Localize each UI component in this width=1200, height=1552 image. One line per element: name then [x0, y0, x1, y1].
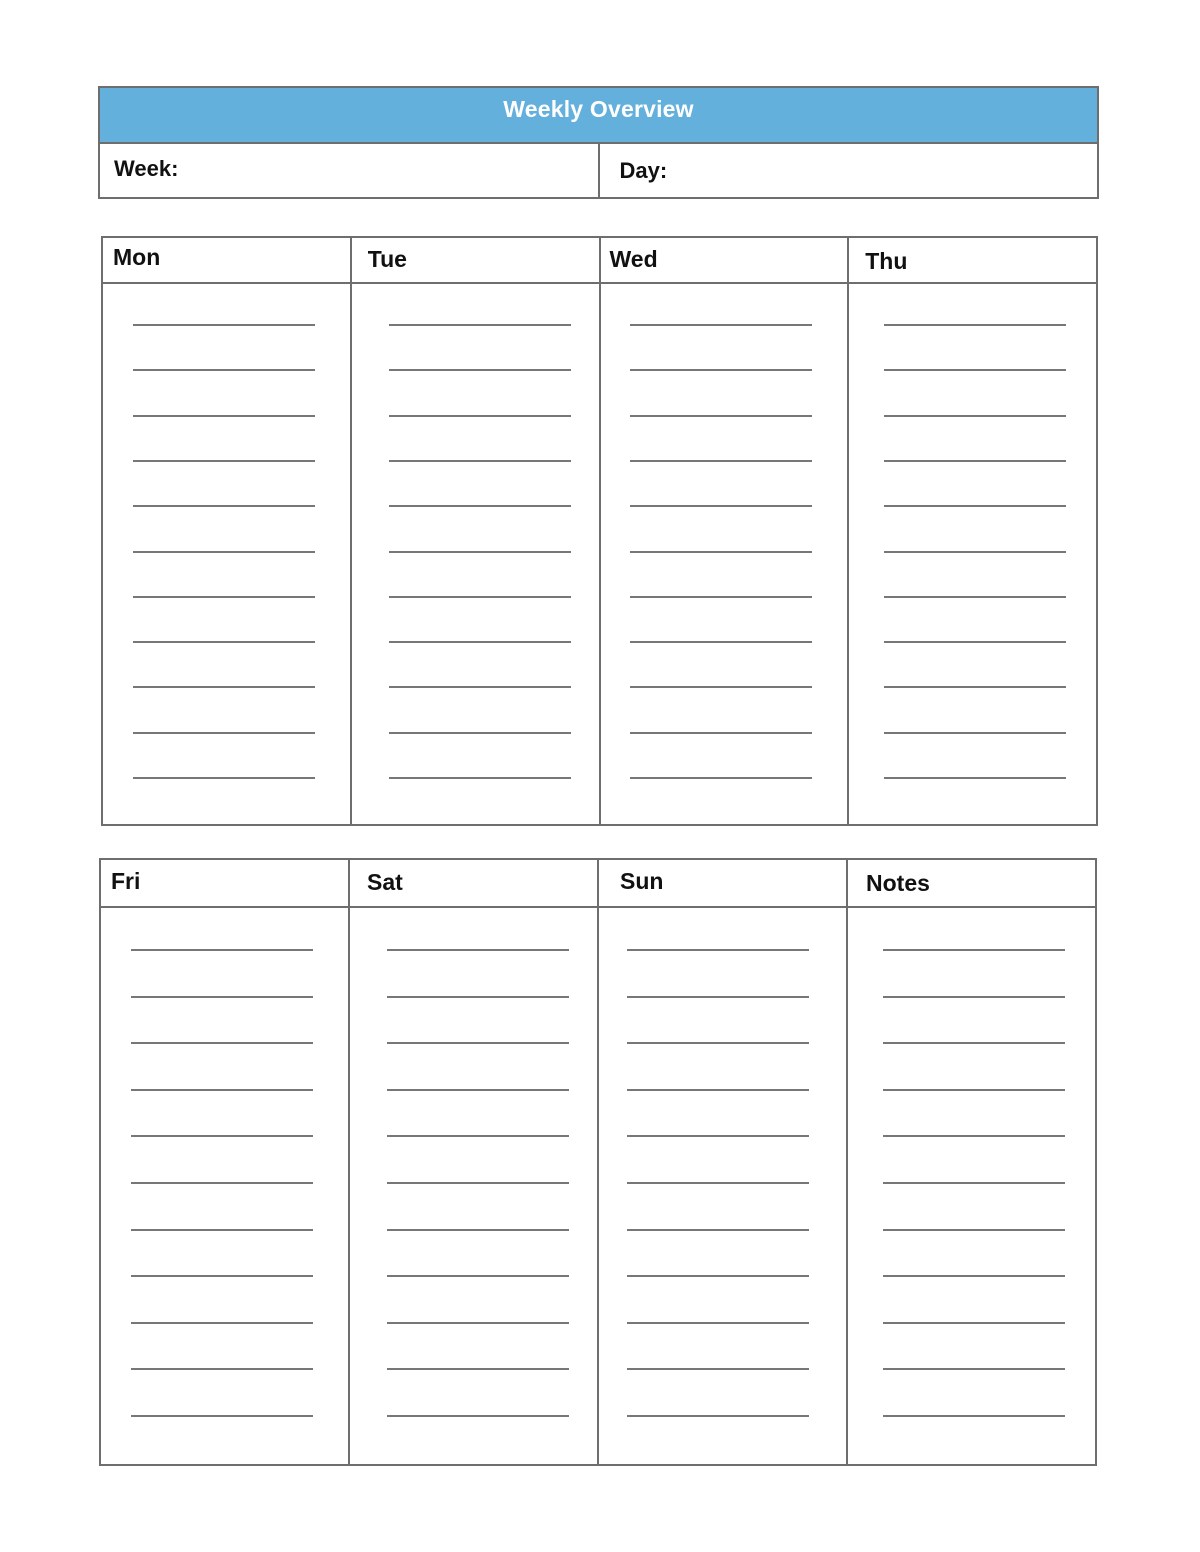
writing-line[interactable] [387, 1322, 569, 1324]
writing-line[interactable] [133, 596, 315, 598]
writing-line[interactable] [131, 1135, 313, 1137]
writing-line[interactable] [627, 1368, 809, 1370]
writing-line[interactable] [133, 641, 315, 643]
writing-line[interactable] [389, 777, 571, 779]
writing-line[interactable] [131, 1368, 313, 1370]
writing-line[interactable] [389, 732, 571, 734]
writing-line[interactable] [883, 1322, 1065, 1324]
writing-line[interactable] [131, 1182, 313, 1184]
writing-line[interactable] [884, 369, 1066, 371]
writing-line[interactable] [630, 460, 812, 462]
writing-line[interactable] [627, 1229, 809, 1231]
writing-line[interactable] [883, 1229, 1065, 1231]
writing-line[interactable] [389, 415, 571, 417]
writing-line[interactable] [627, 1275, 809, 1277]
week-field[interactable] [100, 144, 598, 197]
writing-line[interactable] [387, 1042, 569, 1044]
writing-line[interactable] [627, 949, 809, 951]
writing-line[interactable] [884, 505, 1066, 507]
writing-line[interactable] [630, 415, 812, 417]
writing-line[interactable] [884, 641, 1066, 643]
column-header [849, 238, 1096, 284]
writing-line[interactable] [389, 324, 571, 326]
writing-line[interactable] [883, 1135, 1065, 1137]
writing-line[interactable] [131, 1042, 313, 1044]
writing-line[interactable] [883, 1182, 1065, 1184]
writing-line[interactable] [131, 1275, 313, 1277]
column-sat [348, 860, 597, 1464]
writing-line[interactable] [883, 1368, 1065, 1370]
week-label: Week: [114, 156, 179, 181]
column-label: Notes [866, 870, 930, 896]
column-sun [597, 860, 846, 1464]
weekday-grid-bottom [99, 858, 1097, 1466]
writing-line[interactable] [630, 777, 812, 779]
writing-line[interactable] [630, 686, 812, 688]
column-header [101, 860, 348, 908]
column-thu [847, 238, 1096, 824]
writing-line[interactable] [630, 732, 812, 734]
writing-line[interactable] [133, 777, 315, 779]
writing-line[interactable] [884, 777, 1066, 779]
page-title: Weekly Overview [503, 95, 694, 122]
writing-line[interactable] [627, 1182, 809, 1184]
writing-line[interactable] [387, 1368, 569, 1370]
column-tue [350, 238, 599, 824]
column-label: Tue [367, 246, 407, 272]
writing-line[interactable] [133, 369, 315, 371]
day-label: Day: [619, 158, 668, 183]
writing-line[interactable] [884, 324, 1066, 326]
writing-line[interactable] [389, 551, 571, 553]
writing-line[interactable] [630, 551, 812, 553]
writing-line[interactable] [884, 460, 1066, 462]
column-header [103, 238, 350, 284]
writing-line[interactable] [387, 949, 569, 951]
writing-line[interactable] [630, 369, 812, 371]
writing-line[interactable] [883, 949, 1065, 951]
writing-line[interactable] [389, 460, 571, 462]
writing-line[interactable] [630, 505, 812, 507]
writing-line[interactable] [884, 732, 1066, 734]
day-field[interactable] [598, 144, 1098, 197]
writing-line[interactable] [387, 1089, 569, 1091]
writing-line[interactable] [131, 949, 313, 951]
week-day-row [100, 144, 1097, 197]
writing-line[interactable] [133, 732, 315, 734]
column-label: Sun [620, 868, 664, 894]
writing-line[interactable] [131, 1089, 313, 1091]
writing-line[interactable] [131, 996, 313, 998]
writing-line[interactable] [389, 505, 571, 507]
writing-line[interactable] [630, 641, 812, 643]
writing-line[interactable] [387, 1275, 569, 1277]
column-label: Sat [367, 869, 403, 895]
writing-line[interactable] [389, 686, 571, 688]
writing-line[interactable] [627, 1135, 809, 1137]
column-label: Mon [113, 244, 161, 270]
weekday-grid-top [101, 236, 1098, 826]
writing-line[interactable] [387, 1229, 569, 1231]
writing-line[interactable] [883, 1415, 1065, 1417]
writing-line[interactable] [387, 1415, 569, 1417]
writing-line[interactable] [387, 1135, 569, 1137]
writing-line[interactable] [884, 415, 1066, 417]
writing-line[interactable] [883, 996, 1065, 998]
writing-line[interactable] [627, 1415, 809, 1417]
column-header [599, 860, 846, 908]
writing-line[interactable] [133, 460, 315, 462]
writing-line[interactable] [389, 596, 571, 598]
column-header [848, 860, 1095, 908]
column-fri [101, 860, 348, 1464]
column-header [601, 238, 848, 284]
writing-line[interactable] [387, 1182, 569, 1184]
writing-line[interactable] [389, 369, 571, 371]
writing-line[interactable] [630, 324, 812, 326]
writing-line[interactable] [627, 1089, 809, 1091]
writing-line[interactable] [627, 996, 809, 998]
writing-line[interactable] [883, 1042, 1065, 1044]
weekly-overview-header [98, 86, 1099, 199]
writing-line[interactable] [133, 324, 315, 326]
title-bar [100, 88, 1097, 144]
writing-line[interactable] [133, 551, 315, 553]
writing-line[interactable] [883, 1275, 1065, 1277]
writing-line[interactable] [884, 686, 1066, 688]
writing-line[interactable] [884, 551, 1066, 553]
column-label: Fri [111, 868, 141, 894]
writing-line[interactable] [387, 996, 569, 998]
writing-line[interactable] [627, 1042, 809, 1044]
writing-line[interactable] [131, 1322, 313, 1324]
writing-line[interactable] [131, 1415, 313, 1417]
column-wed [599, 238, 848, 824]
writing-line[interactable] [131, 1229, 313, 1231]
column-label: Wed [609, 246, 658, 272]
column-mon [103, 238, 350, 824]
writing-line[interactable] [883, 1089, 1065, 1091]
writing-line[interactable] [389, 641, 571, 643]
writing-line[interactable] [884, 596, 1066, 598]
writing-line[interactable] [133, 686, 315, 688]
writing-line[interactable] [627, 1322, 809, 1324]
column-label: Thu [865, 248, 908, 274]
writing-line[interactable] [630, 596, 812, 598]
column-header [352, 238, 599, 284]
column-header [350, 860, 597, 908]
writing-line[interactable] [133, 505, 315, 507]
writing-line[interactable] [133, 415, 315, 417]
column-notes [846, 860, 1095, 1464]
